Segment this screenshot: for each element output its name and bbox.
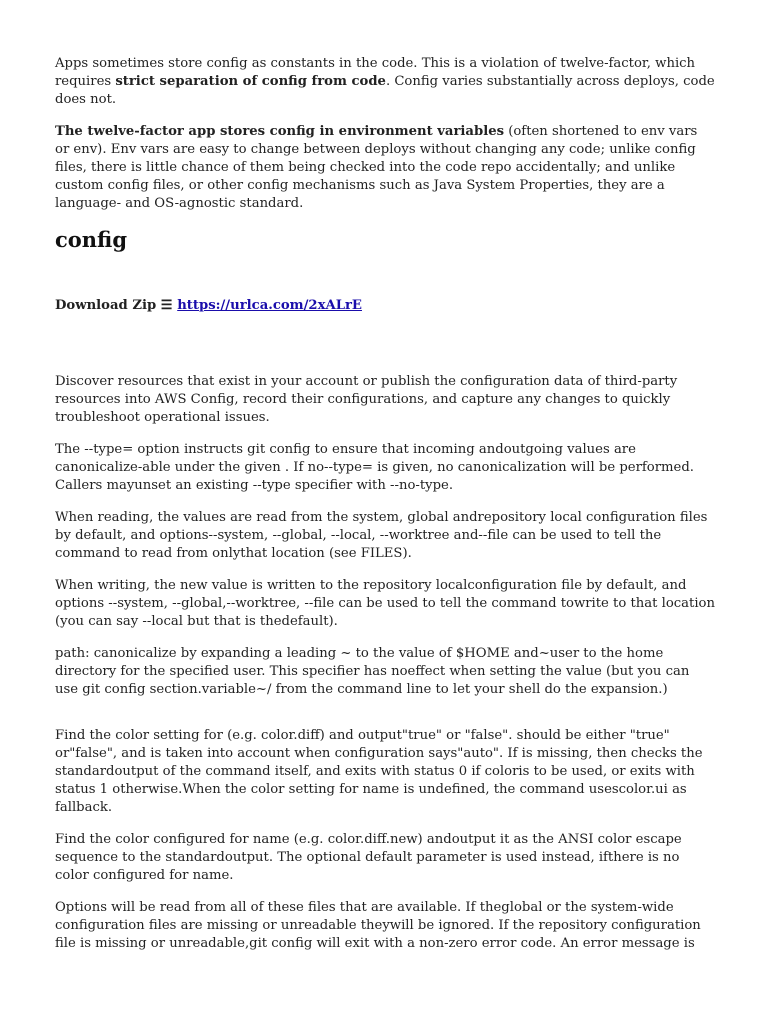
intro-paragraph-1 (55, 55, 715, 109)
spacer (55, 713, 715, 727)
spacer (55, 315, 715, 373)
download-link[interactable]: https://urlca.com/2xALrE (177, 298, 362, 313)
body-paragraph: Find the color configured for name (e.g. color.diff.new) andoutput it as the ANSI color escape sequence to the standardoutput. The optional default parameter is used instead, ifthere is no color configured for name. (55, 832, 682, 883)
body-paragraph: path: canonicalize by expanding a leading ~ to the value of $HOME and~user to the home directory for the specified user. This specifier has noeffect when setting the value (but you can use git config section.variable~/ from the command line to let your shell do the expansion.) (55, 646, 690, 697)
body-paragraph: Find the color setting for (e.g. color.diff) and output"true" or "false". should be either "true" or"false", and is taken into account when configuration says"auto". If is missing, then checks the standardoutput of the command itself, and exits with status 0 if coloris to be used, or exits with status 1 otherwise.When the color setting for name is undefined, the command usescolor.ui as fallback. (55, 728, 703, 815)
body-paragraph: Options will be read from all of these files that are available. If theglobal or the system-wide configuration files are missing or unreadable theywill be ignored. If the repository configuration file is missing or unreadable,git config will exit with a non-zero error code. An error message is (55, 900, 701, 951)
intro-text: Apps sometimes store config as constants in the code. This is a violation of twelve-factor, which requires (55, 56, 696, 89)
intro-text: . Config varies substantially across deploys, code does not. (55, 74, 715, 107)
download-line (55, 297, 715, 315)
body-paragraph: Discover resources that exist in your account or publish the configuration data of third-party resources into AWS Config, record their configurations, and capture any changes to quickly troubleshoot operational issues. (55, 374, 678, 425)
intro-paragraph-2 (55, 123, 715, 213)
document-body (55, 55, 715, 967)
intro-bold-text: The twelve-factor app stores config in environment variables (55, 124, 505, 139)
intro-bold-text: strict separation of config from code (115, 74, 386, 89)
intro-text: (often shortened to env vars or env). Env vars are easy to change between deploys without changing any code; unlike config files, there is little chance of them being checked into the code repo accidentally; and unlike custom config files, or other config mechanisms such as Java System Properties, they are a language- and OS-agnostic standard. (55, 124, 698, 211)
download-label: Download Zip ☰ (55, 298, 173, 313)
page-heading: config (55, 227, 128, 252)
body-paragraph: When writing, the new value is written to the repository localconfiguration file by default, and options --system, --global,--worktree, --file can be used to tell the command towrite to that location (you can say --local but that is thedefault). (55, 578, 715, 629)
body-paragraph: The --type= option instructs git config to ensure that incoming andoutgoing values are canonicalize-able under the given . If no--type= is given, no canonicalization will be performed. Callers mayunset an existing --type specifier with --no-type. (55, 442, 694, 493)
body-paragraph: When reading, the values are read from the system, global andrepository local configuration files by default, and options--system, --global, --local, --worktree and--file can be used to tell the command to read from onlythat location (see FILES). (55, 510, 708, 561)
